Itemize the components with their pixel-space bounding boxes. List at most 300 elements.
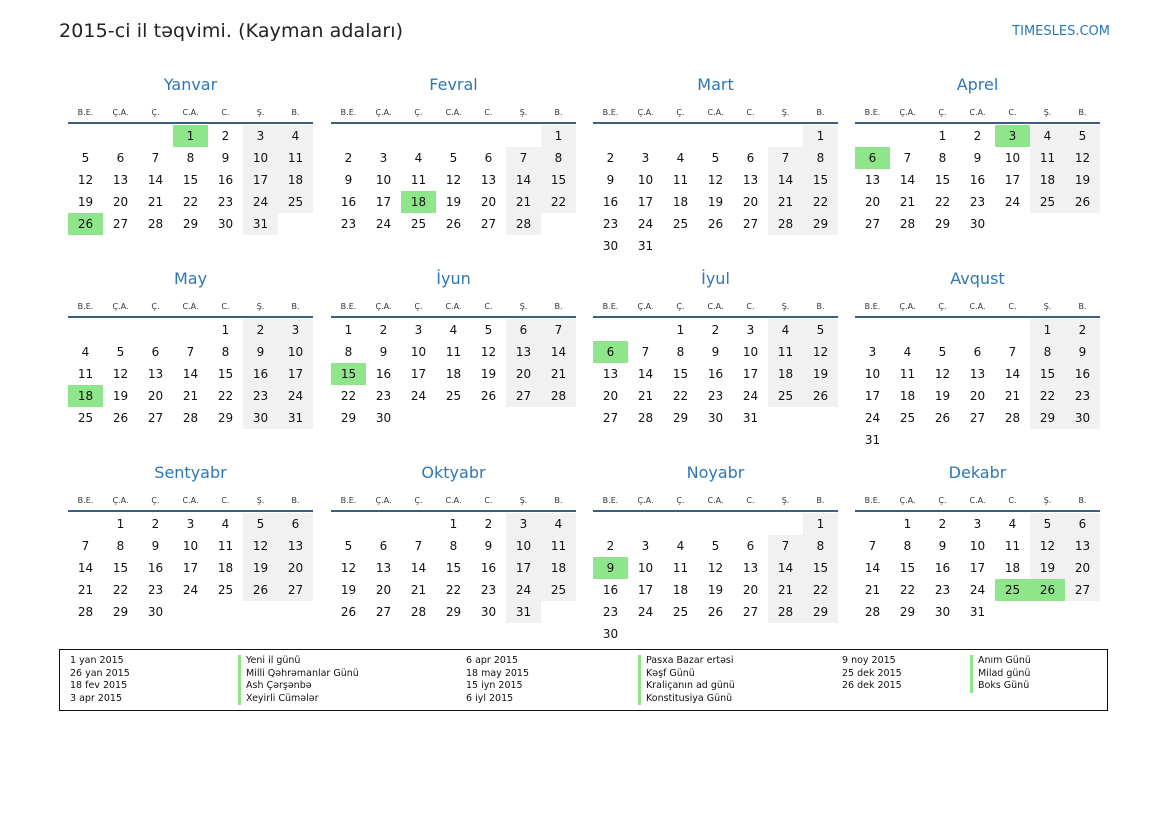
day-cell: 21 xyxy=(864,583,881,597)
day-cell: 19 xyxy=(445,195,462,209)
day-cell: 13 xyxy=(375,561,392,575)
day-cell: 14 xyxy=(506,169,541,191)
day-cell: 29 xyxy=(445,605,462,619)
day-cell: 31 xyxy=(278,407,313,429)
day-cell: 31 xyxy=(243,213,278,235)
day-cell: 9 xyxy=(1065,341,1100,363)
day-cell: 4 xyxy=(768,319,803,341)
month-10 xyxy=(331,463,576,653)
weekday-label: B.E. xyxy=(864,496,881,505)
weekday-label: Ş. xyxy=(1043,302,1052,311)
day-cell: 25 xyxy=(217,583,234,597)
weekday-label: C.A. xyxy=(445,108,462,117)
day-cell: 19 xyxy=(707,583,724,597)
day-cell: 20 xyxy=(278,557,313,579)
day-cell: 25 xyxy=(278,191,313,213)
weekday-label: Ç.A. xyxy=(112,108,129,117)
day-cell: 7 xyxy=(151,151,160,165)
day-cell: 9 xyxy=(973,151,982,165)
day-cell: 14 xyxy=(410,561,427,575)
day-cell: 1 xyxy=(903,517,912,531)
day-cell: 20 xyxy=(969,389,986,403)
day-cell: 16 xyxy=(147,561,164,575)
day-cell: 25 xyxy=(672,605,689,619)
day-cell: 21 xyxy=(147,195,164,209)
day-cell: 16 xyxy=(340,195,357,209)
day-cell: 30 xyxy=(243,407,278,429)
day-cell: 23 xyxy=(480,583,497,597)
day-cell: 19 xyxy=(1065,169,1100,191)
day-cell: 9 xyxy=(484,539,493,553)
day-cell: 27 xyxy=(375,605,392,619)
weekday-label: B.E. xyxy=(602,302,619,311)
day-cell: 4 xyxy=(221,517,230,531)
day-cell: 6 xyxy=(973,345,982,359)
day-cell: 14 xyxy=(182,367,199,381)
weekday-label: Ş. xyxy=(256,302,265,311)
weekday-label: C.A. xyxy=(445,496,462,505)
day-cell: 24 xyxy=(637,217,654,231)
legend-holiday-name: Anım Günü xyxy=(978,655,1031,666)
day-cell: 11 xyxy=(672,561,689,575)
day-cell: 6 xyxy=(116,151,125,165)
day-cell: 13 xyxy=(278,535,313,557)
day-cell: 13 xyxy=(147,367,164,381)
day-cell: 26 xyxy=(480,389,497,403)
day-cell: 19 xyxy=(803,363,838,385)
brand-link[interactable]: TIMESLES.COM xyxy=(1012,24,1110,39)
day-cell: 2 xyxy=(243,319,278,341)
day-cell: 26 xyxy=(243,579,278,601)
day-cell: 20 xyxy=(742,195,759,209)
weekday-label: Ç.A. xyxy=(375,496,392,505)
day-cell: 2 xyxy=(1065,319,1100,341)
weekday-label: B. xyxy=(816,496,825,505)
day-cell: 23 xyxy=(707,389,724,403)
day-cell: 5 xyxy=(711,151,720,165)
day-cell: 28 xyxy=(182,411,199,425)
day-cell: 24 xyxy=(375,217,392,231)
day-cell: 16 xyxy=(375,367,392,381)
legend-holiday-name: Milad günü xyxy=(978,667,1031,679)
month-name: Noyabr xyxy=(686,463,745,482)
weekday-label: Ş. xyxy=(256,108,265,117)
day-cell: 4 xyxy=(278,125,313,147)
day-cell: 30 xyxy=(1065,407,1100,429)
day-cell: 17 xyxy=(182,561,199,575)
day-cell: 17 xyxy=(243,169,278,191)
day-cell: 10 xyxy=(969,539,986,553)
month-name: Oktyabr xyxy=(421,463,486,482)
day-cell: 5 xyxy=(1030,513,1065,535)
legend-holiday-name: Boks Günü xyxy=(978,680,1030,692)
day-cell: 6 xyxy=(746,539,755,553)
day-cell: 28 xyxy=(506,213,541,235)
day-cell: 16 xyxy=(217,173,234,187)
day-cell: 22 xyxy=(672,389,689,403)
month-header-rule xyxy=(68,510,313,512)
day-cell: 7 xyxy=(903,151,912,165)
day-cell: 18 xyxy=(278,169,313,191)
day-cell: 29 xyxy=(672,411,689,425)
day-cell: 12 xyxy=(1065,147,1100,169)
month-header-rule xyxy=(593,510,838,512)
weekday-label: B.E. xyxy=(864,108,881,117)
holiday-day-cell: 9 xyxy=(593,557,628,579)
day-cell: 2 xyxy=(606,151,615,165)
day-cell: 13 xyxy=(480,173,497,187)
day-cell: 18 xyxy=(899,389,916,403)
day-cell: 30 xyxy=(375,411,392,425)
legend-names-column xyxy=(238,655,359,705)
day-cell: 28 xyxy=(77,605,94,619)
day-cell: 14 xyxy=(637,367,654,381)
day-cell: 8 xyxy=(116,539,125,553)
day-cell: 5 xyxy=(344,539,353,553)
day-cell: 7 xyxy=(868,539,877,553)
legend-holiday-name: Yeni il günü xyxy=(246,655,301,666)
day-cell: 13 xyxy=(864,173,881,187)
day-cell: 21 xyxy=(1004,389,1021,403)
weekday-label: Ç.A. xyxy=(112,496,129,505)
day-cell: 15 xyxy=(541,169,576,191)
day-cell: 11 xyxy=(1030,147,1065,169)
day-cell: 23 xyxy=(375,389,392,403)
day-cell: 16 xyxy=(602,195,619,209)
day-cell: 10 xyxy=(243,147,278,169)
day-cell: 7 xyxy=(506,147,541,169)
day-cell: 28 xyxy=(864,605,881,619)
day-cell: 10 xyxy=(375,173,392,187)
day-cell: 27 xyxy=(1065,579,1100,601)
day-cell: 19 xyxy=(1030,557,1065,579)
day-cell: 18 xyxy=(217,561,234,575)
day-cell: 30 xyxy=(480,605,497,619)
month-6 xyxy=(331,269,576,459)
day-cell: 21 xyxy=(506,191,541,213)
day-cell: 14 xyxy=(1004,367,1021,381)
weekday-label: C.A. xyxy=(182,108,199,117)
day-cell: 27 xyxy=(278,579,313,601)
weekday-label: B.E. xyxy=(77,496,94,505)
day-cell: 18 xyxy=(672,583,689,597)
weekday-label: B. xyxy=(554,302,563,311)
month-name: Yanvar xyxy=(163,75,218,94)
day-cell: 23 xyxy=(243,385,278,407)
month-name: Fevral xyxy=(429,75,478,94)
weekday-label: Ç. xyxy=(151,302,160,311)
day-cell: 2 xyxy=(606,539,615,553)
day-cell: 12 xyxy=(707,561,724,575)
month-1 xyxy=(68,75,313,265)
day-cell: 3 xyxy=(868,345,877,359)
weekday-label: Ş. xyxy=(519,302,528,311)
day-cell: 11 xyxy=(445,345,462,359)
day-cell: 24 xyxy=(278,385,313,407)
day-cell: 22 xyxy=(445,583,462,597)
legend-date: 26 dek 2015 xyxy=(842,680,902,692)
day-cell: 10 xyxy=(1004,151,1021,165)
weekday-label: B. xyxy=(291,302,300,311)
weekday-label: Ç. xyxy=(938,496,947,505)
day-cell: 17 xyxy=(969,561,986,575)
weekday-label: C. xyxy=(746,496,755,505)
day-cell: 6 xyxy=(278,513,313,535)
legend-dates-column xyxy=(466,655,529,705)
day-cell: 21 xyxy=(899,195,916,209)
weekday-label: C. xyxy=(221,302,230,311)
day-cell: 20 xyxy=(1065,557,1100,579)
day-cell: 20 xyxy=(602,389,619,403)
page-title: 2015-ci il təqvimi. (Kayman adaları) xyxy=(59,20,404,42)
day-cell: 22 xyxy=(340,389,357,403)
day-cell: 22 xyxy=(217,389,234,403)
day-cell: 24 xyxy=(637,605,654,619)
legend-date: 18 may 2015 xyxy=(466,667,530,679)
day-cell: 21 xyxy=(768,579,803,601)
day-cell: 4 xyxy=(1030,125,1065,147)
legend-holiday-name: Xeyirli Cümələr xyxy=(246,692,319,704)
day-cell: 12 xyxy=(112,367,129,381)
day-cell: 29 xyxy=(899,605,916,619)
day-cell: 20 xyxy=(506,363,541,385)
month-8 xyxy=(855,269,1100,459)
day-cell: 22 xyxy=(803,579,838,601)
day-cell: 5 xyxy=(803,319,838,341)
month-header-rule xyxy=(331,316,576,318)
day-cell: 10 xyxy=(637,561,654,575)
weekday-label: Ç.A. xyxy=(637,302,654,311)
day-cell: 30 xyxy=(934,605,951,619)
day-cell: 12 xyxy=(934,367,951,381)
day-cell: 18 xyxy=(1004,561,1021,575)
day-cell: 20 xyxy=(112,195,129,209)
day-cell: 5 xyxy=(449,151,458,165)
day-cell: 8 xyxy=(344,345,353,359)
weekday-label: C. xyxy=(746,108,755,117)
day-cell: 17 xyxy=(864,389,881,403)
legend-date: 25 dek 2015 xyxy=(842,667,902,679)
day-cell: 31 xyxy=(969,605,986,619)
day-cell: 25 xyxy=(768,385,803,407)
weekday-label: Ş. xyxy=(781,496,790,505)
day-cell: 7 xyxy=(768,535,803,557)
day-cell: 25 xyxy=(1030,191,1065,213)
day-cell: 11 xyxy=(541,535,576,557)
day-cell: 31 xyxy=(864,433,881,447)
weekday-label: Ç.A. xyxy=(375,108,392,117)
day-cell: 29 xyxy=(112,605,129,619)
day-cell: 5 xyxy=(243,513,278,535)
weekday-label: Ç. xyxy=(414,302,423,311)
legend-date: 1 yan 2015 xyxy=(70,655,124,666)
day-cell: 7 xyxy=(641,345,650,359)
day-cell: 3 xyxy=(186,517,195,531)
month-5 xyxy=(68,269,313,459)
weekday-label: Ç.A. xyxy=(899,302,916,311)
month-header-rule xyxy=(68,316,313,318)
day-cell: 14 xyxy=(541,341,576,363)
day-cell: 3 xyxy=(506,513,541,535)
day-cell: 19 xyxy=(112,389,129,403)
day-cell: 2 xyxy=(151,517,160,531)
day-cell: 12 xyxy=(803,341,838,363)
month-name: İyun xyxy=(436,269,471,288)
day-cell: 5 xyxy=(81,151,90,165)
day-cell: 4 xyxy=(541,513,576,535)
weekday-label: C. xyxy=(221,496,230,505)
day-cell: 15 xyxy=(1030,363,1065,385)
month-11 xyxy=(593,463,838,653)
legend-date: 26 yan 2015 xyxy=(70,667,130,679)
day-cell: 11 xyxy=(1004,539,1021,553)
day-cell: 9 xyxy=(711,345,720,359)
day-cell: 24 xyxy=(742,389,759,403)
day-cell: 11 xyxy=(217,539,234,553)
day-cell: 29 xyxy=(803,601,838,623)
month-name: Aprel xyxy=(956,75,999,94)
holiday-day-cell: 6 xyxy=(593,341,628,363)
day-cell: 8 xyxy=(803,535,838,557)
weekday-label: Ç. xyxy=(676,496,685,505)
day-cell: 13 xyxy=(742,561,759,575)
weekday-label: Ç.A. xyxy=(637,496,654,505)
day-cell: 12 xyxy=(445,173,462,187)
day-cell: 11 xyxy=(899,367,916,381)
day-cell: 5 xyxy=(938,345,947,359)
day-cell: 4 xyxy=(903,345,912,359)
weekday-label: B.E. xyxy=(602,496,619,505)
weekday-label: C.A. xyxy=(969,302,986,311)
day-cell: 5 xyxy=(116,345,125,359)
month-header-rule xyxy=(331,510,576,512)
day-cell: 6 xyxy=(506,319,541,341)
day-cell: 10 xyxy=(637,173,654,187)
day-cell: 9 xyxy=(221,151,230,165)
day-cell: 26 xyxy=(112,411,129,425)
day-cell: 15 xyxy=(112,561,129,575)
day-cell: 23 xyxy=(934,583,951,597)
day-cell: 13 xyxy=(112,173,129,187)
day-cell: 30 xyxy=(969,217,986,231)
day-cell: 4 xyxy=(414,151,423,165)
day-cell: 27 xyxy=(742,605,759,619)
day-cell: 28 xyxy=(768,601,803,623)
day-cell: 22 xyxy=(899,583,916,597)
day-cell: 12 xyxy=(1030,535,1065,557)
day-cell: 9 xyxy=(938,539,947,553)
day-cell: 13 xyxy=(742,173,759,187)
month-4 xyxy=(855,75,1100,265)
weekday-label: C.A. xyxy=(182,302,199,311)
weekday-label: B. xyxy=(291,496,300,505)
holiday-day-cell: 18 xyxy=(68,385,103,407)
day-cell: 5 xyxy=(711,539,720,553)
day-cell: 27 xyxy=(480,217,497,231)
day-cell: 1 xyxy=(116,517,125,531)
day-cell: 24 xyxy=(410,389,427,403)
day-cell: 2 xyxy=(221,129,230,143)
holiday-day-cell: 18 xyxy=(401,191,436,213)
day-cell: 12 xyxy=(340,561,357,575)
day-cell: 15 xyxy=(182,173,199,187)
day-cell: 7 xyxy=(768,147,803,169)
legend-holiday-name: Pasxa Bazar ertəsi xyxy=(646,655,734,666)
day-cell: 17 xyxy=(375,195,392,209)
weekday-label: B.E. xyxy=(340,108,357,117)
day-cell: 24 xyxy=(243,191,278,213)
weekday-label: B. xyxy=(1078,496,1087,505)
day-cell: 20 xyxy=(480,195,497,209)
day-cell: 15 xyxy=(803,169,838,191)
weekday-label: C.A. xyxy=(707,496,724,505)
day-cell: 16 xyxy=(934,561,951,575)
day-cell: 14 xyxy=(147,173,164,187)
day-cell: 10 xyxy=(864,367,881,381)
weekday-label: B.E. xyxy=(602,108,619,117)
day-cell: 14 xyxy=(77,561,94,575)
weekday-label: B.E. xyxy=(864,302,881,311)
weekday-label: Ç. xyxy=(414,108,423,117)
weekday-label: C.A. xyxy=(969,108,986,117)
day-cell: 14 xyxy=(768,169,803,191)
day-cell: 23 xyxy=(340,217,357,231)
day-cell: 4 xyxy=(81,345,90,359)
day-cell: 28 xyxy=(637,411,654,425)
day-cell: 1 xyxy=(449,517,458,531)
day-cell: 19 xyxy=(340,583,357,597)
day-cell: 29 xyxy=(934,217,951,231)
weekday-label: B.E. xyxy=(340,496,357,505)
month-header-rule xyxy=(593,122,838,124)
day-cell: 30 xyxy=(217,217,234,231)
day-cell: 8 xyxy=(903,539,912,553)
day-cell: 27 xyxy=(602,411,619,425)
day-cell: 22 xyxy=(934,195,951,209)
day-cell: 4 xyxy=(449,323,458,337)
weekday-label: C. xyxy=(484,302,493,311)
day-cell: 30 xyxy=(602,627,619,641)
weekday-label: C.A. xyxy=(707,302,724,311)
weekday-label: B. xyxy=(1078,302,1087,311)
day-cell: 1 xyxy=(938,129,947,143)
day-cell: 10 xyxy=(182,539,199,553)
day-cell: 28 xyxy=(541,385,576,407)
month-header-rule xyxy=(331,122,576,124)
day-cell: 26 xyxy=(707,217,724,231)
day-cell: 23 xyxy=(969,195,986,209)
day-cell: 30 xyxy=(602,239,619,253)
weekday-label: B. xyxy=(816,302,825,311)
day-cell: 11 xyxy=(672,173,689,187)
day-cell: 11 xyxy=(77,367,94,381)
day-cell: 6 xyxy=(746,151,755,165)
weekday-label: Ş. xyxy=(781,302,790,311)
day-cell: 27 xyxy=(742,217,759,231)
day-cell: 9 xyxy=(344,173,353,187)
day-cell: 26 xyxy=(445,217,462,231)
day-cell: 26 xyxy=(1065,191,1100,213)
month-name: Avqust xyxy=(950,269,1005,288)
day-cell: 7 xyxy=(541,319,576,341)
day-cell: 15 xyxy=(672,367,689,381)
legend-holiday-name: Kraliçanın ad günü xyxy=(646,680,735,692)
day-cell: 3 xyxy=(641,151,650,165)
day-cell: 21 xyxy=(410,583,427,597)
weekday-label: B.E. xyxy=(340,302,357,311)
day-cell: 6 xyxy=(151,345,160,359)
day-cell: 26 xyxy=(707,605,724,619)
